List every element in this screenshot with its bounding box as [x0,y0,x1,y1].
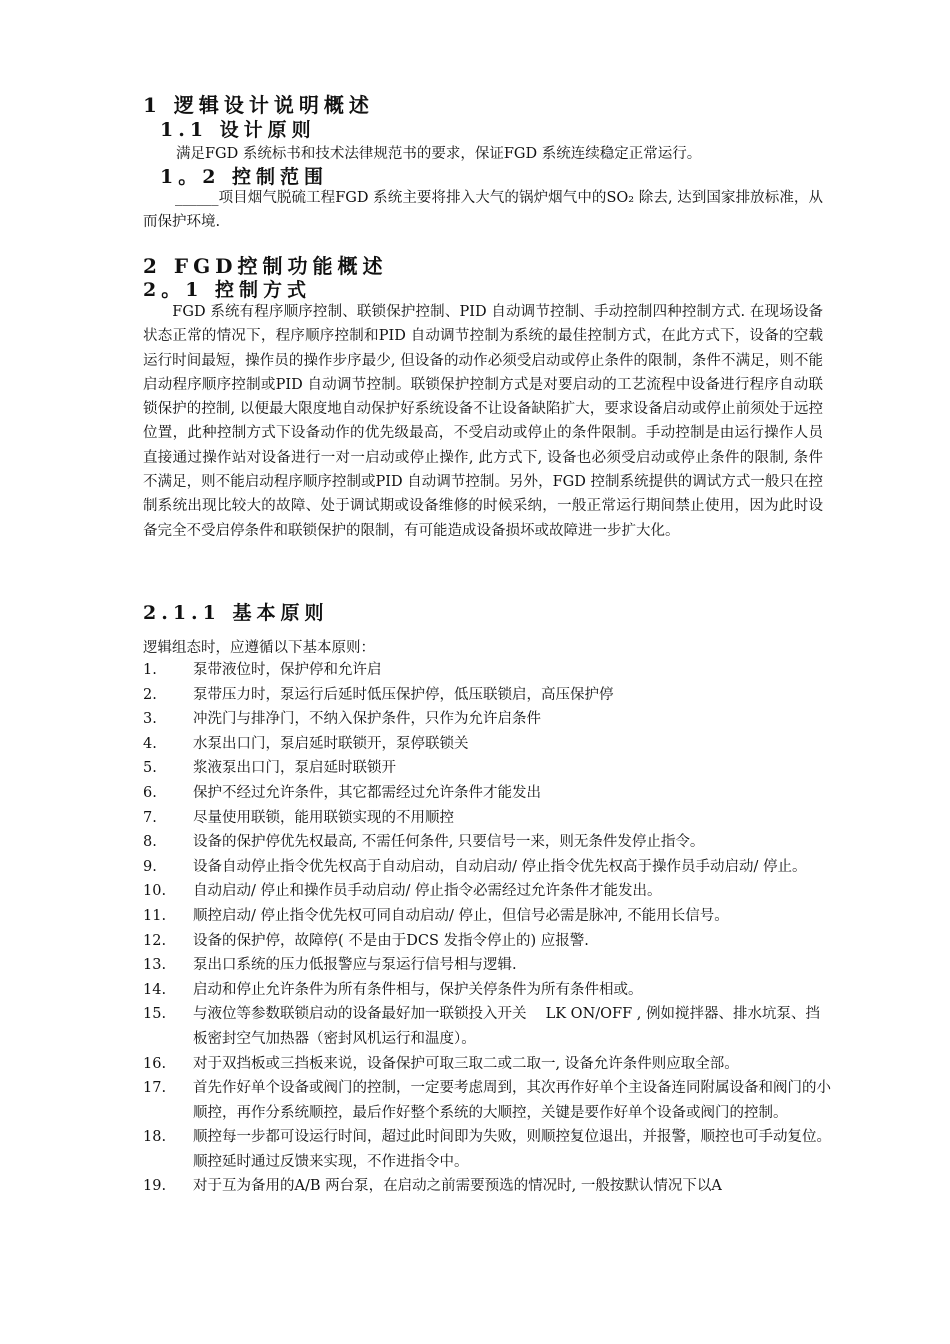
principle-number: 9. [143,858,157,875]
section-1-1-text: 满足FGD 系统标书和技术法律规范书的要求，保证FGD 系统连续稳定正常运行。 [176,146,702,162]
principle-number: 19. [143,1178,167,1195]
principle-item [143,1125,833,1174]
principle-item [143,658,833,683]
principle-item [143,830,833,855]
section-1-1-heading: 1.1 设计原则 [160,119,316,141]
principle-text: 自动启动/ 停止和操作员手动启动/ 停止指令必需经过允许条件才能发出。 [193,883,662,900]
principle-number: 11. [143,907,167,924]
principle-text: 首先作好单个设备或阀门的控制，一定要考虑周到，其次再作好单个主设备连同附属设备和阀门的小顺控，再作分系统顺控，最后作好整个系统的大顺控，关键是要作好单个设备或阀门的控制。 [193,1080,831,1121]
principle-item [143,707,833,732]
principle-text: 保护不经过允许条件，其它都需经过允许条件才能发出 [193,784,541,801]
principle-text: 启动和停止允许条件为所有条件相与，保护关停条件为所有条件相或。 [193,981,643,998]
principle-text: 设备的保护停优先权最高, 不需任何条件, 只要信号一来，则无条件发停止指令。 [193,834,705,851]
principle-number: 16. [143,1055,167,1072]
principle-number: 7. [143,809,157,826]
principles-list [143,658,833,1199]
principle-text: 浆液泵出口门，泵启延时联锁开 [193,760,396,777]
principle-item [143,732,833,757]
principle-number: 8. [143,834,157,851]
principle-item [143,978,833,1003]
principle-item [143,929,833,954]
principle-number: 6. [143,784,157,801]
principle-number: 4. [143,735,157,752]
principle-item [143,683,833,708]
principle-text: 泵带液位时，保护停和允许启 [193,662,382,678]
section-2-1-heading: 2。1 控制方式 [143,279,312,301]
principle-text: 顺控启动/ 停止指令优先权可同自动启动/ 停止，但信号必需是脉冲, 不能用长信号。 [193,907,729,924]
section-2-1-text: FGD 系统有程序顺序控制、联锁保护控制、PID 自动调节控制、手动控制四种控制方式. 在现场设备状态正常的情况下，程序顺序控制和PID 自动调节控制为系统的最佳控制方式，在此方式下，设备的空载运行时间最短，操作员的操作步序最少, 但设备的动作必须受启动或停止条件的限制，条件不满足，则不能启动程序顺序控制或PID 自动调节控制。联锁保护控制方式是对要启动的工艺流程中设备进行程序自动联锁保护的控制, 以便最大限度地自动保护好系统设备不让设备缺陷扩大，要求设备启动或停止前须处于远控位置，此种控制方式下设备动作的优先级最高，不受启动或停止的条件限制。手动控制是由运行操作人员直接通过操作站对设备进行一对一启动或停止操作, 此方式下, 设备也必须受启动或停止条件的限制, 条件不满足，则不能启动程序顺序控制或PID 自动调节控制。另外，FGD 控制系统提供的调试方式一般只在控制系统出现比较大的故障、处于调试期或设备维修的时候采纳，一般正常运行期间禁止使用，因为此时设备完全不受启停条件和联锁保护的限制，有可能造成设备损坏或故障进一步扩大化。 [143,304,823,539]
principle-item [143,904,833,929]
principle-item [143,756,833,781]
principle-text: 泵带压力时，泵运行后延时低压保护停，低压联锁启，高压保护停 [193,686,614,703]
principle-number: 12. [143,932,167,949]
principle-number: 18. [143,1129,167,1146]
principle-item [143,1076,833,1125]
principle-number: 5. [143,760,157,777]
principle-item [143,879,833,904]
principle-number: 14. [143,981,167,998]
principle-item [143,953,833,978]
section-1-heading: 1 逻辑设计说明概述 [143,93,374,117]
principle-number: 2. [143,686,157,703]
principle-text: 冲洗门与排净门，不纳入保护条件，只作为允许启条件 [193,711,541,728]
principle-item [143,1002,833,1051]
principle-number: 17. [143,1080,167,1097]
principle-text: 顺控每一步都可设运行时间，超过此时间即为失败，则顺控复位退出，并报警，顺控也可手动复位。顺控延时通过反馈来实现，不作进指令中。 [193,1129,831,1170]
principle-number: 15. [143,1006,167,1023]
section-1-2-text: ______项目烟气脱硫工程FGD 系统主要将排入大气的锅炉烟气中的SO₂ 除去, 达到国家排放标准，从而保护环境. [143,190,823,231]
section-2-1-1-intro: 逻辑组态时，应遵循以下基本原则： [143,640,375,656]
principle-text: 设备的保护停，故障停( 不是由于DCS 发指令停止的) 应报警. [193,932,589,949]
section-2-1-1-heading: 2.1.1 基本原则 [143,602,329,624]
principle-number: 10. [143,883,167,900]
principle-number: 1. [143,662,157,678]
principle-text: 对于互为备用的A/B 两台泵，在启动之前需要预选的情况时, 一般按默认情况下以A [193,1178,722,1195]
principle-text: 水泵出口门，泵启延时联锁开，泵停联锁关 [193,735,469,752]
principle-item [143,1052,833,1077]
principle-text: 设备自动停止指令优先权高于自动启动，自动启动/ 停止指令优先权高于操作员手动启动/ 停止。 [193,858,807,875]
section-1-2-heading: 1。2 控制范围 [160,166,329,188]
principle-text: 泵出口系统的压力低报警应与泵运行信号相与逻辑. [193,957,517,974]
principle-item [143,1174,833,1199]
principle-number: 13. [143,957,167,974]
principle-number: 3. [143,711,157,728]
principle-item [143,781,833,806]
principle-text: 对于双挡板或三挡板来说，设备保护可取三取二或二取一, 设备允许条件则应取全部。 [193,1055,739,1072]
principle-item [143,855,833,880]
section-2-heading: 2 FGD控制功能概述 [143,254,388,278]
principle-text: 与液位等参数联锁启动的设备最好加一联锁投入开关 LK ON/OFF , 例如搅拌器、排水坑泵、挡板密封空气加热器（密封风机运行和温度）。 [193,1006,820,1047]
principle-text: 尽量使用联锁，能用联锁实现的不用顺控 [193,809,454,826]
principle-item [143,806,833,831]
